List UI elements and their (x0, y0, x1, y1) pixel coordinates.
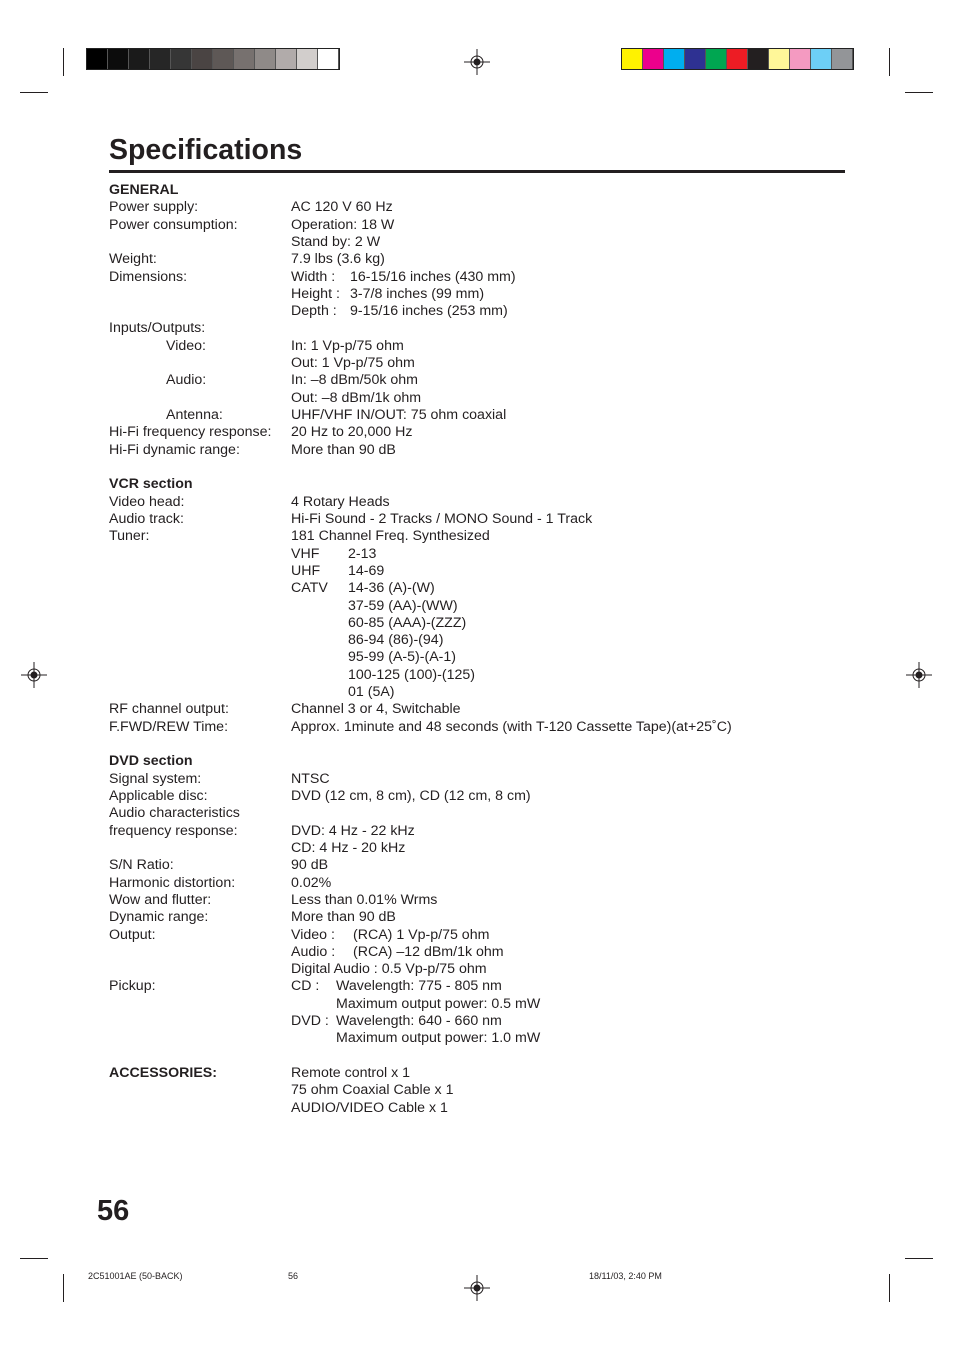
color-calibration-bar (621, 48, 854, 70)
inputs-outputs-label: Inputs/Outputs: (109, 320, 206, 336)
output-audio-value: (RCA) –12 dBm/1k ohm (353, 944, 504, 960)
accessory-item: 75 ohm Coaxial Cable x 1 (291, 1082, 454, 1098)
crop-mark (905, 92, 933, 93)
pickup-dvd-label: DVD : (291, 1013, 329, 1029)
catv-range: 86-94 (86)-(94) (348, 632, 444, 648)
output-video-value: (RCA) 1 Vp-p/75 ohm (353, 927, 490, 943)
color-swatch (234, 49, 255, 69)
pickup-cd-wavelength: Wavelength: 775 - 805 nm (336, 978, 502, 994)
height-value: 3-7/8 inches (99 mm) (350, 286, 485, 302)
vhf-label: VHF (291, 546, 320, 562)
signal-system-value: NTSC (291, 771, 330, 787)
section-heading-vcr: VCR section (109, 476, 193, 492)
color-swatch (297, 49, 318, 69)
antenna-label: Antenna: (166, 407, 223, 423)
power-operation-value: Operation: 18 W (291, 217, 395, 233)
harmonic-distortion-label: Harmonic distortion: (109, 875, 236, 891)
catv-range: 95-99 (A-5)-(A-1) (348, 649, 457, 665)
hifi-frequency-label: Hi-Fi frequency response: (109, 424, 272, 440)
color-swatch (832, 49, 853, 69)
video-head-label: Video head: (109, 494, 185, 510)
antenna-value: UHF/VHF IN/OUT: 75 ohm coaxial (291, 407, 507, 423)
power-supply-label: Power supply: (109, 199, 199, 215)
dimensions-label: Dimensions: (109, 269, 188, 285)
tuner-label: Tuner: (109, 528, 150, 544)
section-heading-dvd: DVD section (109, 753, 193, 769)
hifi-dynamic-label: Hi-Fi dynamic range: (109, 442, 240, 458)
audio-track-value: Hi-Fi Sound - 2 Tracks / MONO Sound - 1 Track (291, 511, 593, 527)
color-swatch (790, 49, 811, 69)
sn-ratio-value: 90 dB (291, 857, 329, 873)
dynamic-range-label: Dynamic range: (109, 909, 209, 925)
accessory-item: AUDIO/VIDEO Cable x 1 (291, 1100, 448, 1116)
ffwd-rew-value: Approx. 1minute and 48 seconds (with T-120 Cassette Tape)(at+25˚C) (291, 719, 732, 735)
dvd-frequency-value: DVD: 4 Hz - 22 kHz (291, 823, 415, 839)
catv-range: 01 (5A) (348, 684, 395, 700)
catv-range: 100-125 (100)-(125) (348, 667, 475, 683)
width-label: Width : (291, 269, 336, 285)
frequency-response-label: frequency response: (109, 823, 238, 839)
catv-label: CATV (291, 580, 328, 596)
footer-page: 56 (288, 1271, 299, 1281)
audio-in-value: In: –8 dBm/50k ohm (291, 372, 418, 388)
dynamic-range-value: More than 90 dB (291, 909, 396, 925)
color-swatch (769, 49, 790, 69)
footer-file-name: 2C51001AE (50-BACK) (88, 1271, 183, 1281)
footer-timestamp: 18/11/03, 2:40 PM (589, 1271, 662, 1281)
audio-out-value: Out: –8 dBm/1k ohm (291, 390, 422, 406)
crop-mark (63, 48, 64, 76)
video-io-label: Video: (166, 338, 206, 354)
wow-flutter-value: Less than 0.01% Wrms (291, 892, 438, 908)
color-swatch (87, 49, 108, 69)
registration-mark-icon (464, 1275, 490, 1301)
power-supply-value: AC 120 V 60 Hz (291, 199, 393, 215)
catv-range: 60-85 (AAA)-(ZZZ) (348, 615, 467, 631)
sn-ratio-label: S/N Ratio: (109, 857, 174, 873)
applicable-disc-value: DVD (12 cm, 8 cm), CD (12 cm, 8 cm) (291, 788, 531, 804)
section-heading-accessories: ACCESSORIES: (109, 1065, 217, 1081)
crop-mark (20, 1258, 48, 1259)
output-label: Output: (109, 927, 156, 943)
title-rule (109, 170, 845, 173)
color-swatch (171, 49, 192, 69)
color-swatch (108, 49, 129, 69)
color-swatch (129, 49, 150, 69)
audio-io-label: Audio: (166, 372, 207, 388)
video-head-value: 4 Rotary Heads (291, 494, 390, 510)
weight-label: Weight: (109, 251, 157, 267)
registration-mark-icon (21, 662, 47, 688)
color-swatch (150, 49, 171, 69)
audio-characteristics-label: Audio characteristics (109, 805, 240, 821)
rf-output-label: RF channel output: (109, 701, 229, 717)
crop-mark (63, 1274, 64, 1302)
color-swatch (643, 49, 664, 69)
registration-mark-icon (464, 49, 490, 75)
page-number: 56 (97, 1195, 130, 1227)
depth-value: 9-15/16 inches (253 mm) (350, 303, 508, 319)
tuner-value: 181 Channel Freq. Synthesized (291, 528, 490, 544)
depth-label: Depth : (291, 303, 337, 319)
height-label: Height : (291, 286, 340, 302)
signal-system-label: Signal system: (109, 771, 202, 787)
rf-output-value: Channel 3 or 4, Switchable (291, 701, 461, 717)
crop-mark (20, 92, 48, 93)
pickup-dvd-wavelength: Wavelength: 640 - 660 nm (336, 1013, 502, 1029)
pickup-dvd-power: Maximum output power: 1.0 mW (336, 1030, 541, 1046)
hifi-dynamic-value: More than 90 dB (291, 442, 396, 458)
vhf-value: 2-13 (348, 546, 377, 562)
color-swatch (318, 49, 339, 69)
crop-mark (889, 48, 890, 76)
section-heading-general: GENERAL (109, 182, 179, 198)
wow-flutter-label: Wow and flutter: (109, 892, 212, 908)
color-swatch (622, 49, 643, 69)
page-title: Specifications (109, 134, 303, 166)
color-swatch (255, 49, 276, 69)
output-video-label: Video : (291, 927, 335, 943)
color-swatch (685, 49, 706, 69)
output-digital-value: Digital Audio : 0.5 Vp-p/75 ohm (291, 961, 487, 977)
color-swatch (706, 49, 727, 69)
pickup-cd-label: CD : (291, 978, 320, 994)
audio-track-label: Audio track: (109, 511, 184, 527)
width-value: 16-15/16 inches (430 mm) (350, 269, 516, 285)
harmonic-distortion-value: 0.02% (291, 875, 332, 891)
video-out-value: Out: 1 Vp-p/75 ohm (291, 355, 415, 371)
color-swatch (276, 49, 297, 69)
uhf-value: 14-69 (348, 563, 385, 579)
crop-mark (905, 1258, 933, 1259)
color-swatch (811, 49, 832, 69)
video-in-value: In: 1 Vp-p/75 ohm (291, 338, 404, 354)
ffwd-rew-label: F.FWD/REW Time: (109, 719, 229, 735)
hifi-frequency-value: 20 Hz to 20,000 Hz (291, 424, 413, 440)
power-consumption-label: Power consumption: (109, 217, 238, 233)
weight-value: 7.9 lbs (3.6 kg) (291, 251, 385, 267)
output-audio-label: Audio : (291, 944, 336, 960)
accessory-item: Remote control x 1 (291, 1065, 411, 1081)
pickup-cd-power: Maximum output power: 0.5 mW (336, 996, 541, 1012)
color-swatch (727, 49, 748, 69)
pickup-label: Pickup: (109, 978, 156, 994)
cd-frequency-value: CD: 4 Hz - 20 kHz (291, 840, 406, 856)
color-swatch (664, 49, 685, 69)
color-swatch (213, 49, 234, 69)
catv-range: 14-36 (A)-(W) (348, 580, 435, 596)
color-swatch (192, 49, 213, 69)
color-swatch (748, 49, 769, 69)
applicable-disc-label: Applicable disc: (109, 788, 208, 804)
registration-mark-icon (906, 662, 932, 688)
power-standby-value: Stand by: 2 W (291, 234, 381, 250)
catv-range: 37-59 (AA)-(WW) (348, 598, 458, 614)
crop-mark (889, 1274, 890, 1302)
uhf-label: UHF (291, 563, 321, 579)
grayscale-calibration-bar (86, 48, 340, 70)
